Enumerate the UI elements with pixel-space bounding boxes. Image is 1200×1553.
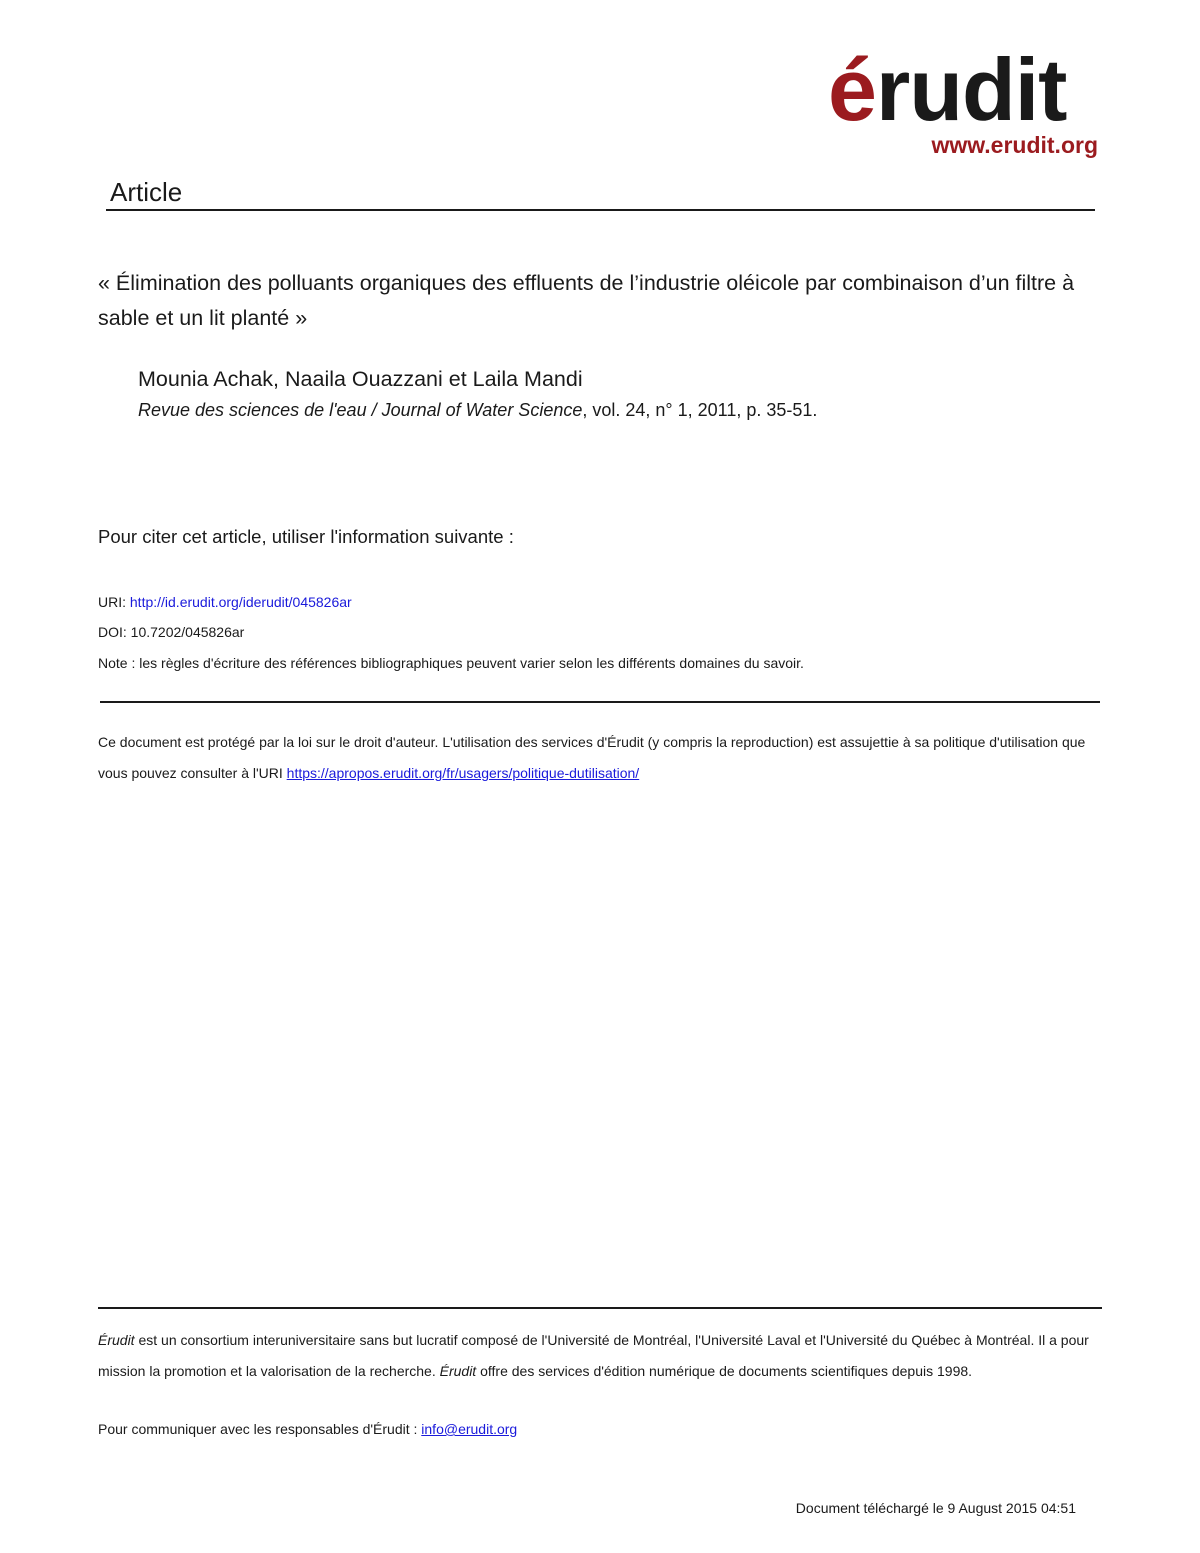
footer-description (98, 1325, 1108, 1387)
footer-divider (98, 1307, 1102, 1309)
download-timestamp: Document téléchargé le 9 August 2015 04:51 (795, 1500, 1076, 1516)
citation-divider (100, 701, 1100, 703)
contact-email-link[interactable]: info@erudit.org (421, 1421, 518, 1437)
article-citation (138, 400, 817, 421)
policy-link[interactable]: https://apropos.erudit.org/fr/usagers/politique-dutilisation/ (286, 765, 640, 781)
uri-link[interactable]: http://id.erudit.org/iderudit/045826ar (129, 594, 352, 610)
footer-text-part-2: offre des services d'édition numérique de documents scientifiques depuis 1998. (476, 1363, 973, 1379)
journal-name: Revue des sciences de l'eau / Journal of Water Science (138, 400, 583, 420)
footer-erudit-name-2: Érudit (439, 1363, 477, 1379)
copyright-text: Ce document est protégé par la loi sur le droit d'auteur. L'utilisation des services d'Érudit (y compris la reproduction) est assujettie à sa politique d'utilisation que vous pouvez consulter à l'URI (98, 734, 1086, 781)
citation-details: , vol. 24, n° 1, 2011, p. 35-51. (582, 400, 818, 420)
footer-erudit-name: Érudit (98, 1332, 135, 1348)
doi-line: DOI: 10.7202/045826ar (98, 624, 245, 640)
article-title: « Élimination des polluants organiques des effluents de l’industrie oléicole par combinaison d’un filtre à sable et un lit planté » (98, 271, 1075, 330)
article-authors: Mounia Achak, Naaila Ouazzani et Laila Mandi (138, 367, 583, 391)
logo-url: www.erudit.org (931, 132, 1098, 158)
contact-text: Pour communiquer avec les responsables d'Érudit : (98, 1421, 422, 1437)
copyright-notice (98, 727, 1108, 789)
cite-heading: Pour citer cet article, utiliser l'information suivante : (98, 526, 514, 547)
uri-label: URI: (98, 594, 130, 610)
header-divider (106, 209, 1095, 211)
logo-wordmark-rest: rudit (875, 40, 1067, 139)
note-line: Note : les règles d'écriture des références bibliographiques peuvent varier selon les différents domaines du savoir. (98, 655, 804, 671)
logo-wordmark (828, 40, 1067, 139)
erudit-logo (828, 40, 1104, 160)
uri-line (98, 594, 352, 610)
logo-accent-letter: é (828, 40, 876, 139)
footer-contact (98, 1421, 517, 1437)
footer-text-part-1: est un consortium interuniversitaire sans but lucratif composé de l'Université de Montréal, l'Université Laval et l'Université du Québec à Montréal. Il a pour mission la promotion et la valorisation de la recherche. (98, 1332, 1089, 1379)
article-label: Article (110, 177, 183, 207)
